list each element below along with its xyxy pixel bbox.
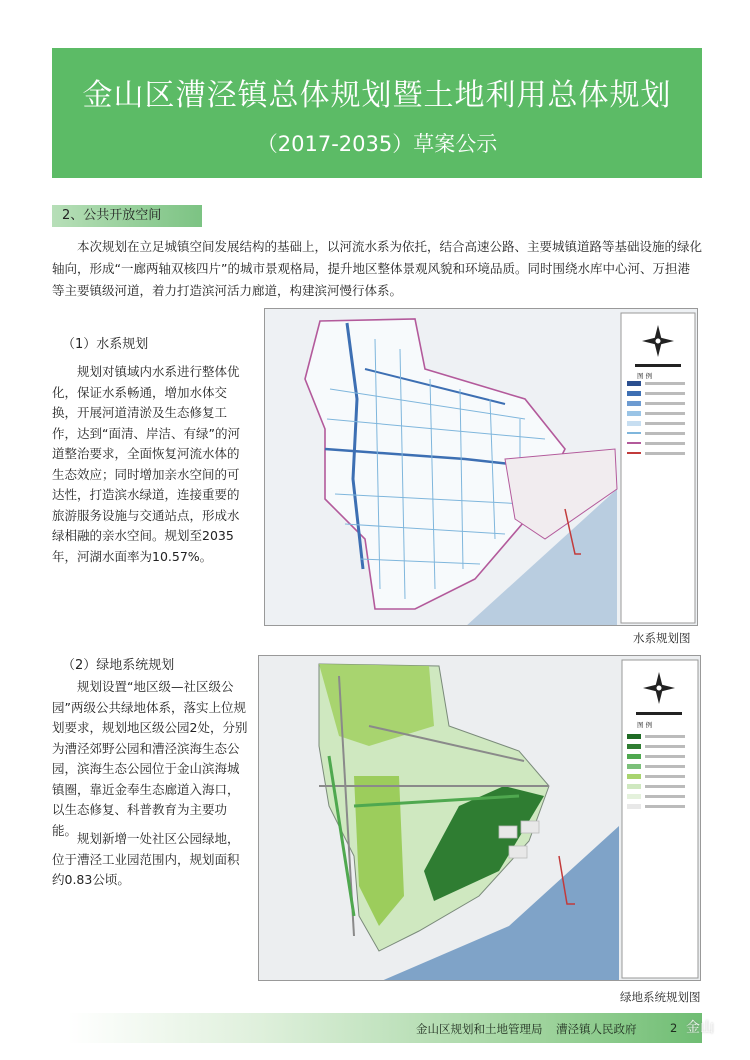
water-plan-text: 规划对镇域内水系进行整体优化，保证水系畅通，增加水体交换，开展河道清淤及生态修复工作，达到“面清、岸洁、有绿”的河道整治要求，全面恢复河流水体的生态效应；同时增加亲水空间的可达性，打造滨水绿道，连接重要的旅游服务设施与交通站点，形成水绿相融的亲水空间。规划至2035年，河湖水面率为10.57%。 (52, 364, 240, 564)
section-heading: 2、公共开放空间 (52, 205, 202, 227)
water-legend-title: 图 例 (637, 372, 653, 380)
page-title: 金山区漕泾镇总体规划暨土地利用总体规划 (82, 78, 672, 113)
green-system-map (258, 655, 701, 981)
footer-org-government: 漕泾镇人民政府 (556, 1022, 637, 1036)
green-map-caption: 绿地系统规划图 (620, 990, 701, 1004)
page-subtitle: （2017-2035）草案公示 (256, 132, 498, 156)
water-map-caption: 水系规划图 (633, 631, 691, 645)
footer-page-number: 2 (670, 1021, 678, 1035)
water-map-graphic (265, 309, 698, 626)
green-map-graphic (259, 656, 701, 981)
green-plan-text-2: 规划新增一处社区公园绿地，位于漕泾工业园范围内，规划面积约0.83公顷。 (52, 831, 240, 887)
map-legend-panel (622, 660, 698, 978)
green-plan-title: （2）绿地系统规划 (62, 658, 175, 673)
water-system-map (264, 308, 698, 626)
green-legend-title: 图 例 (637, 721, 653, 729)
watermark-text: 金山 (686, 1020, 714, 1036)
section-intro: 本次规划在立足城镇空间发展结构的基础上，以河流水系为依托，结合高速公路、主要城镇道路等基础设施的绿化轴向，形成“一廊两轴双核四片”的城市景观格局，提升地区整体景观风貌和环境品质。同时围绕水库中心河、万担港等主要镇级河道，着力打造滨河活力廊道，构建滨河慢行体系。 (52, 239, 703, 298)
footer-bar (68, 1013, 702, 1043)
title-banner (52, 48, 702, 178)
map-legend-panel (621, 313, 695, 623)
water-plan-title: （1）水系规划 (62, 337, 149, 352)
green-plan-text: 规划设置“地区级—社区级公园”两级公共绿地体系，落实上位规划要求，规划地区级公园2处，分别为漕泾郊野公园和漕泾滨海生态公园，滨海生态公园位于金山滨海城镇圈，靠近金奉生态廊道入海口，以生态修复、科普教育为主要功能。 (52, 679, 248, 838)
footer-org-planning: 金山区规划和土地管理局 (416, 1022, 543, 1036)
